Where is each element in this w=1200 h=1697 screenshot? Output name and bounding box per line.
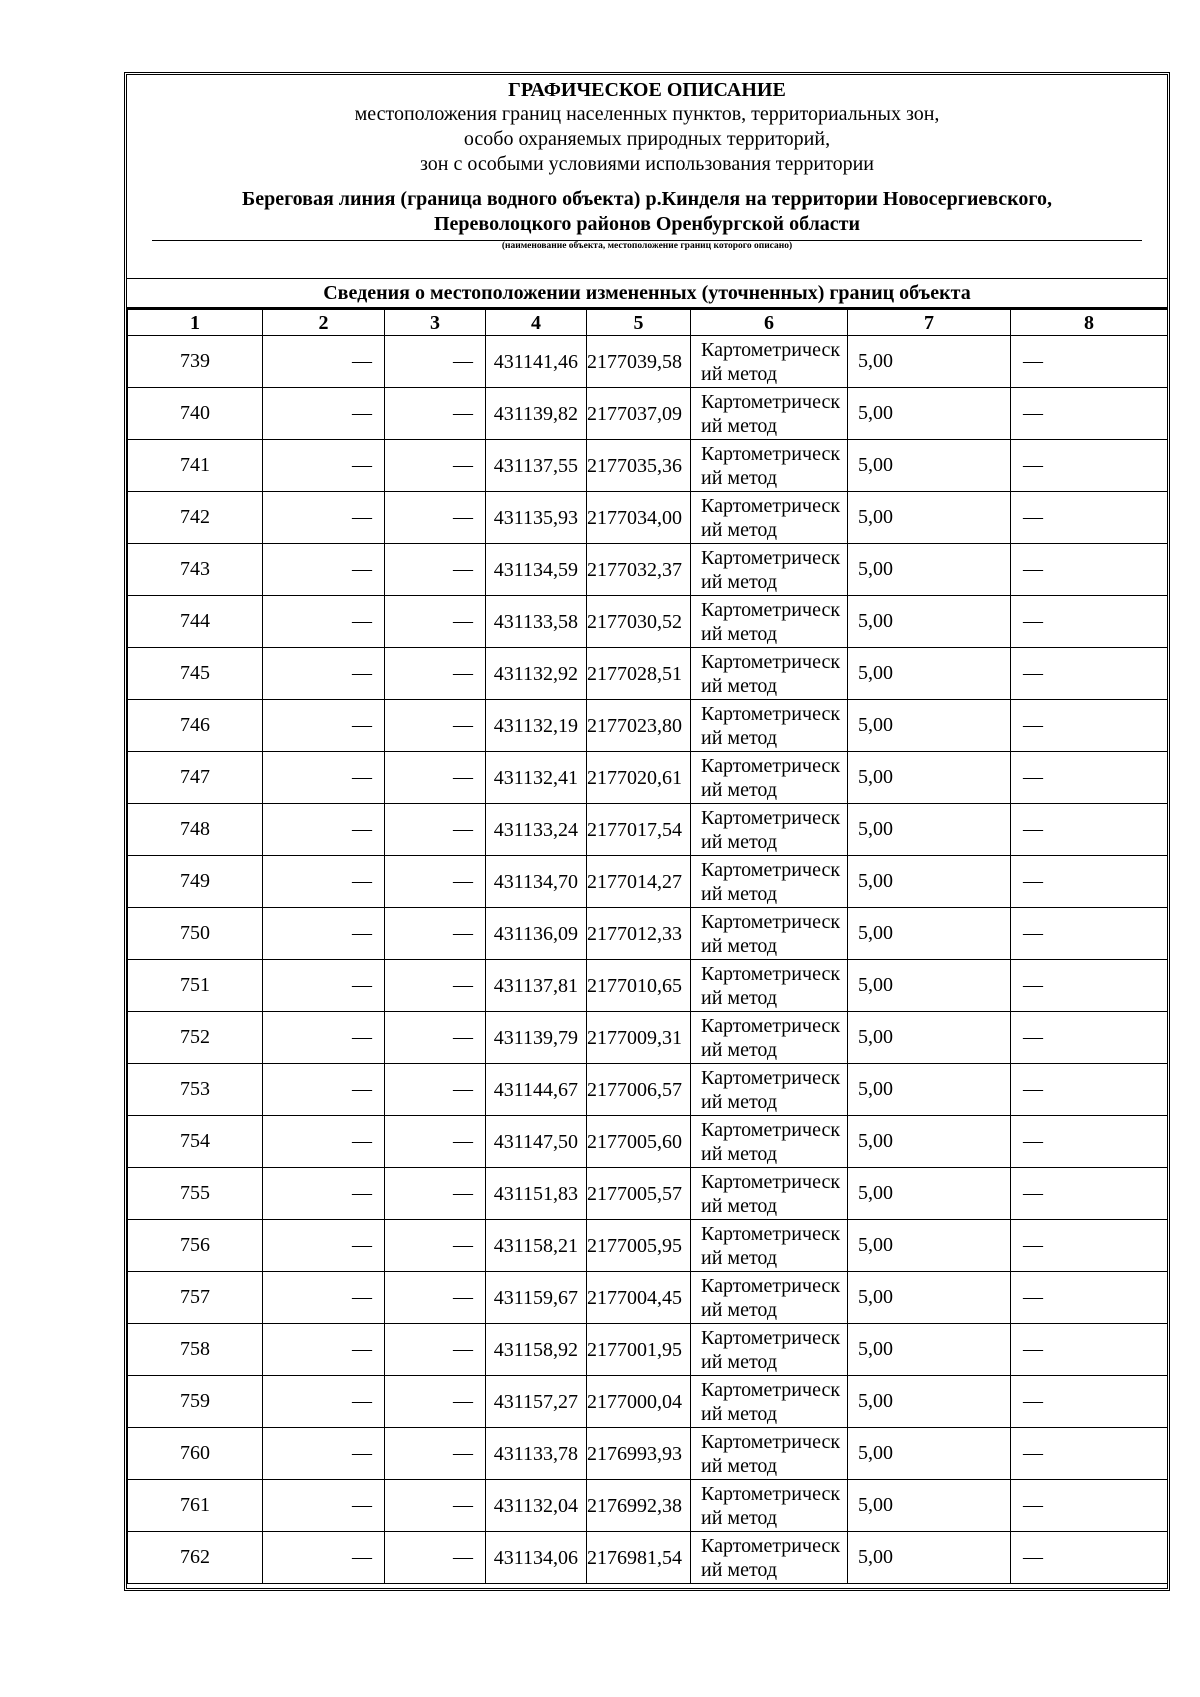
x-coordinate-cell: 431135,93 [486,492,587,544]
col3-cell: — [385,856,486,908]
col8-cell: — [1011,492,1168,544]
table-row [128,1012,1168,1064]
col2-cell: — [263,1272,385,1324]
col3-cell: — [385,1480,486,1532]
col8-cell: — [1011,336,1168,388]
col2-cell: — [263,804,385,856]
column-header: 4 [486,310,587,336]
col8-cell: — [1011,1116,1168,1168]
accuracy-cell: 5,00 [848,648,1011,700]
accuracy-cell: 5,00 [848,1220,1011,1272]
method-cell: Картометрический метод [691,1220,848,1272]
object-note: (наименование объекта, местоположение границ которого описано) [501,241,793,251]
column-header: 5 [587,310,691,336]
method-cell: Картометрический метод [691,1168,848,1220]
col3-cell: — [385,492,486,544]
x-coordinate-cell: 431133,24 [486,804,587,856]
y-coordinate-cell: 2177028,51 [587,648,691,700]
y-coordinate-cell: 2177005,60 [587,1116,691,1168]
table-row [128,596,1168,648]
col2-cell: — [263,648,385,700]
x-coordinate-cell: 431157,27 [486,1376,587,1428]
table-row [128,700,1168,752]
y-coordinate-cell: 2177020,61 [587,752,691,804]
point-number-cell: 760 [128,1428,263,1480]
method-cell: Картометрический метод [691,1116,848,1168]
col3-cell: — [385,1116,486,1168]
accuracy-cell: 5,00 [848,856,1011,908]
x-coordinate-cell: 431158,21 [486,1220,587,1272]
col3-cell: — [385,648,486,700]
table-row [128,1480,1168,1532]
col8-cell: — [1011,700,1168,752]
col3-cell: — [385,440,486,492]
y-coordinate-cell: 2177006,57 [587,1064,691,1116]
method-cell: Картометрический метод [691,700,848,752]
col3-cell: — [385,1376,486,1428]
y-coordinate-cell: 2177030,52 [587,596,691,648]
method-cell: Картометрический метод [691,492,848,544]
x-coordinate-cell: 431133,78 [486,1428,587,1480]
method-cell: Картометрический метод [691,596,848,648]
document-header [127,75,1167,280]
point-number-cell: 752 [128,1012,263,1064]
object-name-line-1: Береговая линия (граница водного объекта) р.Киндeля на территории Новосергиевского, [242,188,1052,210]
col3-cell: — [385,1428,486,1480]
table-row [128,1168,1168,1220]
col8-cell: — [1011,856,1168,908]
x-coordinate-cell: 431147,50 [486,1116,587,1168]
table-body [128,336,1168,1584]
x-coordinate-cell: 431151,83 [486,1168,587,1220]
accuracy-cell: 5,00 [848,1168,1011,1220]
col2-cell: — [263,1324,385,1376]
col3-cell: — [385,752,486,804]
subtitle-line-2: особо охраняемых природных территорий, [463,128,831,150]
table-row [128,752,1168,804]
col3-cell: — [385,1220,486,1272]
point-number-cell: 751 [128,960,263,1012]
col2-cell: — [263,1064,385,1116]
method-cell: Картометрический метод [691,856,848,908]
point-number-cell: 762 [128,1532,263,1584]
x-coordinate-cell: 431137,55 [486,440,587,492]
point-number-cell: 746 [128,700,263,752]
point-number-cell: 743 [128,544,263,596]
x-coordinate-cell: 431158,92 [486,1324,587,1376]
method-cell: Картометрический метод [691,648,848,700]
x-coordinate-cell: 431134,70 [486,856,587,908]
col3-cell: — [385,1168,486,1220]
point-number-cell: 741 [128,440,263,492]
y-coordinate-cell: 2177034,00 [587,492,691,544]
table-row [128,440,1168,492]
subtitle-line-1: местоположения границ населенных пунктов, территориальных зон, [354,103,940,125]
col2-cell: — [263,1480,385,1532]
column-header: 3 [385,310,486,336]
col3-cell: — [385,1012,486,1064]
table-row [128,908,1168,960]
accuracy-cell: 5,00 [848,752,1011,804]
y-coordinate-cell: 2177014,27 [587,856,691,908]
col2-cell: — [263,908,385,960]
table-row [128,492,1168,544]
col3-cell: — [385,1324,486,1376]
col8-cell: — [1011,1480,1168,1532]
col2-cell: — [263,752,385,804]
col2-cell: — [263,388,385,440]
point-number-cell: 761 [128,1480,263,1532]
method-cell: Картометрический метод [691,1064,848,1116]
col8-cell: — [1011,1376,1168,1428]
document-frame [124,72,1170,1591]
point-number-cell: 748 [128,804,263,856]
table-row [128,804,1168,856]
col2-cell: — [263,700,385,752]
col8-cell: — [1011,1428,1168,1480]
col3-cell: — [385,596,486,648]
col2-cell: — [263,492,385,544]
y-coordinate-cell: 2177017,54 [587,804,691,856]
y-coordinate-cell: 2176993,93 [587,1428,691,1480]
object-name-line-2: Переволоцкого районов Оренбургской области [433,213,861,235]
y-coordinate-cell: 2177009,31 [587,1012,691,1064]
y-coordinate-cell: 2177005,57 [587,1168,691,1220]
method-cell: Картометрический метод [691,752,848,804]
column-header: 8 [1011,310,1168,336]
x-coordinate-cell: 431144,67 [486,1064,587,1116]
x-coordinate-cell: 431132,19 [486,700,587,752]
column-header: 1 [128,310,263,336]
accuracy-cell: 5,00 [848,700,1011,752]
point-number-cell: 747 [128,752,263,804]
table-row [128,336,1168,388]
table-row [128,1428,1168,1480]
col2-cell: — [263,1428,385,1480]
point-number-cell: 758 [128,1324,263,1376]
y-coordinate-cell: 2177000,04 [587,1376,691,1428]
x-coordinate-cell: 431139,79 [486,1012,587,1064]
col8-cell: — [1011,752,1168,804]
point-number-cell: 753 [128,1064,263,1116]
col2-cell: — [263,1220,385,1272]
col2-cell: — [263,960,385,1012]
accuracy-cell: 5,00 [848,1428,1011,1480]
section-title: Сведения о местоположении измененных (уточненных) границ объекта [127,278,1167,309]
column-header: 7 [848,310,1011,336]
col8-cell: — [1011,1272,1168,1324]
point-number-cell: 749 [128,856,263,908]
x-coordinate-cell: 431132,41 [486,752,587,804]
accuracy-cell: 5,00 [848,336,1011,388]
method-cell: Картометрический метод [691,388,848,440]
y-coordinate-cell: 2177023,80 [587,700,691,752]
coordinates-table [127,309,1168,1584]
x-coordinate-cell: 431134,59 [486,544,587,596]
y-coordinate-cell: 2177035,36 [587,440,691,492]
accuracy-cell: 5,00 [848,492,1011,544]
x-coordinate-cell: 431132,04 [486,1480,587,1532]
y-coordinate-cell: 2177010,65 [587,960,691,1012]
col8-cell: — [1011,1220,1168,1272]
method-cell: Картометрический метод [691,440,848,492]
table-row [128,856,1168,908]
accuracy-cell: 5,00 [848,544,1011,596]
point-number-cell: 742 [128,492,263,544]
y-coordinate-cell: 2177001,95 [587,1324,691,1376]
method-cell: Картометрический метод [691,1480,848,1532]
x-coordinate-cell: 431136,09 [486,908,587,960]
accuracy-cell: 5,00 [848,1532,1011,1584]
table-row [128,1272,1168,1324]
col2-cell: — [263,1116,385,1168]
accuracy-cell: 5,00 [848,596,1011,648]
method-cell: Картометрический метод [691,544,848,596]
x-coordinate-cell: 431141,46 [486,336,587,388]
table-row [128,544,1168,596]
col8-cell: — [1011,1064,1168,1116]
table-row [128,1116,1168,1168]
y-coordinate-cell: 2176992,38 [587,1480,691,1532]
col8-cell: — [1011,908,1168,960]
method-cell: Картометрический метод [691,1324,848,1376]
accuracy-cell: 5,00 [848,440,1011,492]
col3-cell: — [385,1064,486,1116]
col2-cell: — [263,440,385,492]
accuracy-cell: 5,00 [848,1324,1011,1376]
accuracy-cell: 5,00 [848,908,1011,960]
accuracy-cell: 5,00 [848,1480,1011,1532]
document-title: ГРАФИЧЕСКОЕ ОПИСАНИЕ [508,79,786,101]
x-coordinate-cell: 431137,81 [486,960,587,1012]
column-header: 2 [263,310,385,336]
point-number-cell: 745 [128,648,263,700]
point-number-cell: 754 [128,1116,263,1168]
method-cell: Картометрический метод [691,1012,848,1064]
col2-cell: — [263,1532,385,1584]
col3-cell: — [385,1272,486,1324]
table-row [128,1220,1168,1272]
col8-cell: — [1011,1324,1168,1376]
col3-cell: — [385,804,486,856]
col8-cell: — [1011,960,1168,1012]
col8-cell: — [1011,804,1168,856]
point-number-cell: 757 [128,1272,263,1324]
accuracy-cell: 5,00 [848,1376,1011,1428]
table-row [128,1532,1168,1584]
table-row [128,1064,1168,1116]
method-cell: Картометрический метод [691,1532,848,1584]
col2-cell: — [263,1376,385,1428]
x-coordinate-cell: 431139,82 [486,388,587,440]
col3-cell: — [385,908,486,960]
table-row [128,1376,1168,1428]
col2-cell: — [263,1012,385,1064]
accuracy-cell: 5,00 [848,1064,1011,1116]
method-cell: Картометрический метод [691,960,848,1012]
col8-cell: — [1011,1168,1168,1220]
table-row [128,1324,1168,1376]
point-number-cell: 755 [128,1168,263,1220]
x-coordinate-cell: 431134,06 [486,1532,587,1584]
col8-cell: — [1011,648,1168,700]
col8-cell: — [1011,544,1168,596]
y-coordinate-cell: 2177004,45 [587,1272,691,1324]
point-number-cell: 744 [128,596,263,648]
col3-cell: — [385,700,486,752]
col2-cell: — [263,596,385,648]
accuracy-cell: 5,00 [848,1012,1011,1064]
col2-cell: — [263,336,385,388]
accuracy-cell: 5,00 [848,1272,1011,1324]
point-number-cell: 750 [128,908,263,960]
col3-cell: — [385,960,486,1012]
method-cell: Картометрический метод [691,804,848,856]
method-cell: Картометрический метод [691,1376,848,1428]
method-cell: Картометрический метод [691,1272,848,1324]
y-coordinate-cell: 2177037,09 [587,388,691,440]
method-cell: Картометрический метод [691,908,848,960]
col2-cell: — [263,856,385,908]
accuracy-cell: 5,00 [848,388,1011,440]
col8-cell: — [1011,388,1168,440]
y-coordinate-cell: 2176981,54 [587,1532,691,1584]
col3-cell: — [385,1532,486,1584]
point-number-cell: 740 [128,388,263,440]
y-coordinate-cell: 2177039,58 [587,336,691,388]
y-coordinate-cell: 2177005,95 [587,1220,691,1272]
table-row [128,388,1168,440]
col8-cell: — [1011,440,1168,492]
col8-cell: — [1011,1532,1168,1584]
y-coordinate-cell: 2177012,33 [587,908,691,960]
method-cell: Картометрический метод [691,336,848,388]
x-coordinate-cell: 431133,58 [486,596,587,648]
col3-cell: — [385,388,486,440]
table-row [128,960,1168,1012]
point-number-cell: 759 [128,1376,263,1428]
col8-cell: — [1011,596,1168,648]
accuracy-cell: 5,00 [848,804,1011,856]
table-row [128,648,1168,700]
col8-cell: — [1011,1012,1168,1064]
accuracy-cell: 5,00 [848,1116,1011,1168]
point-number-cell: 739 [128,336,263,388]
column-header: 6 [691,310,848,336]
accuracy-cell: 5,00 [848,960,1011,1012]
column-header-row [128,310,1168,336]
point-number-cell: 756 [128,1220,263,1272]
x-coordinate-cell: 431159,67 [486,1272,587,1324]
col2-cell: — [263,544,385,596]
method-cell: Картометрический метод [691,1428,848,1480]
col3-cell: — [385,336,486,388]
x-coordinate-cell: 431132,92 [486,648,587,700]
subtitle-line-3: зон с особыми условиями использования территории [419,153,875,175]
col2-cell: — [263,1168,385,1220]
col3-cell: — [385,544,486,596]
y-coordinate-cell: 2177032,37 [587,544,691,596]
